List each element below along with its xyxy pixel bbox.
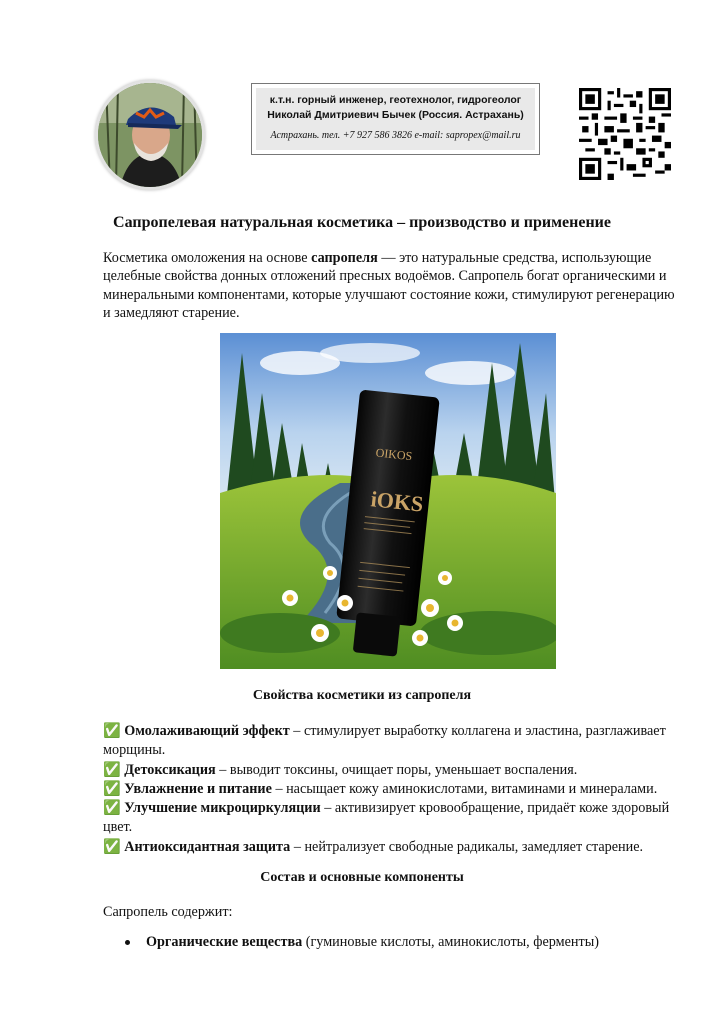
intro-text-start: Косметика омоложения на основе [103,250,312,266]
intro-paragraph [103,249,675,323]
property-item [103,799,683,838]
property-item [103,722,683,761]
composition-list [125,934,685,951]
property-item [103,838,683,857]
property-item [103,761,683,780]
composition-intro: Сапропель содержит: [103,904,233,920]
product-illustration [220,333,556,669]
properties-list [103,722,683,857]
author-header-inner [256,88,535,150]
property-description: – насыщает кожу аминокислотами, витаминами и минералами. [271,780,658,797]
component-name: Органические вещества [146,934,303,950]
property-description: – стимулирует выработку коллагена и эластина, разглаживает морщины. [103,723,666,759]
property-name: Детоксикация [124,761,216,778]
product-brand: OIKOS [375,445,413,464]
check-icon: ✅ [103,761,121,778]
composition-item [125,934,685,951]
author-header-box [251,83,540,155]
property-name: Антиоксидантная защита [124,838,291,855]
bullet-icon [125,940,130,945]
intro-keyword: сапропеля [311,250,378,266]
intro-text-end: — это натуральные средства, использующие целебные свойства донных отложений пресных водоёмов. Сапропель богат органическими и минеральными компонентами, которые улучшают состояние кожи, стимулируют регенерацию и замедляют старение. [103,250,675,322]
property-item [103,780,683,799]
author-name: Николай Дмитриевич Бычек (Россия. Астрахань) [267,109,524,121]
qr-code [579,88,671,180]
author-photo [95,80,205,190]
property-description: – нейтрализует свободные радикалы, замедляет старение. [290,838,644,855]
author-contact: Астрахань. тел. +7 927 586 3826 e-mail: sapropex@mail.ru [270,130,521,141]
check-icon: ✅ [103,800,121,817]
check-icon: ✅ [103,780,121,797]
check-icon: ✅ [103,838,121,855]
page-title: Сапропелевая натуральная косметика – производство и применение [113,214,611,231]
property-description: – выводит токсины, очищает поры, уменьшает воспаления. [215,761,578,778]
component-description: (гуминовые кислоты, аминокислоты, ферменты) [302,934,599,950]
properties-heading: Свойства косметики из сапропеля [252,688,472,703]
property-name: Омолаживающий эффект [124,723,290,739]
product-label: iOKS [369,486,425,517]
property-description: – активизирует кровообращение, придаёт коже здоровый цвет. [103,800,670,836]
property-name: Улучшение микроциркуляции [124,800,321,817]
author-credentials: к.т.н. горный инженер, геотехнолог, гидрогеолог [269,94,522,106]
property-name: Увлажнение и питание [124,780,272,797]
check-icon: ✅ [103,723,121,739]
composition-heading: Состав и основные компоненты [260,870,464,885]
